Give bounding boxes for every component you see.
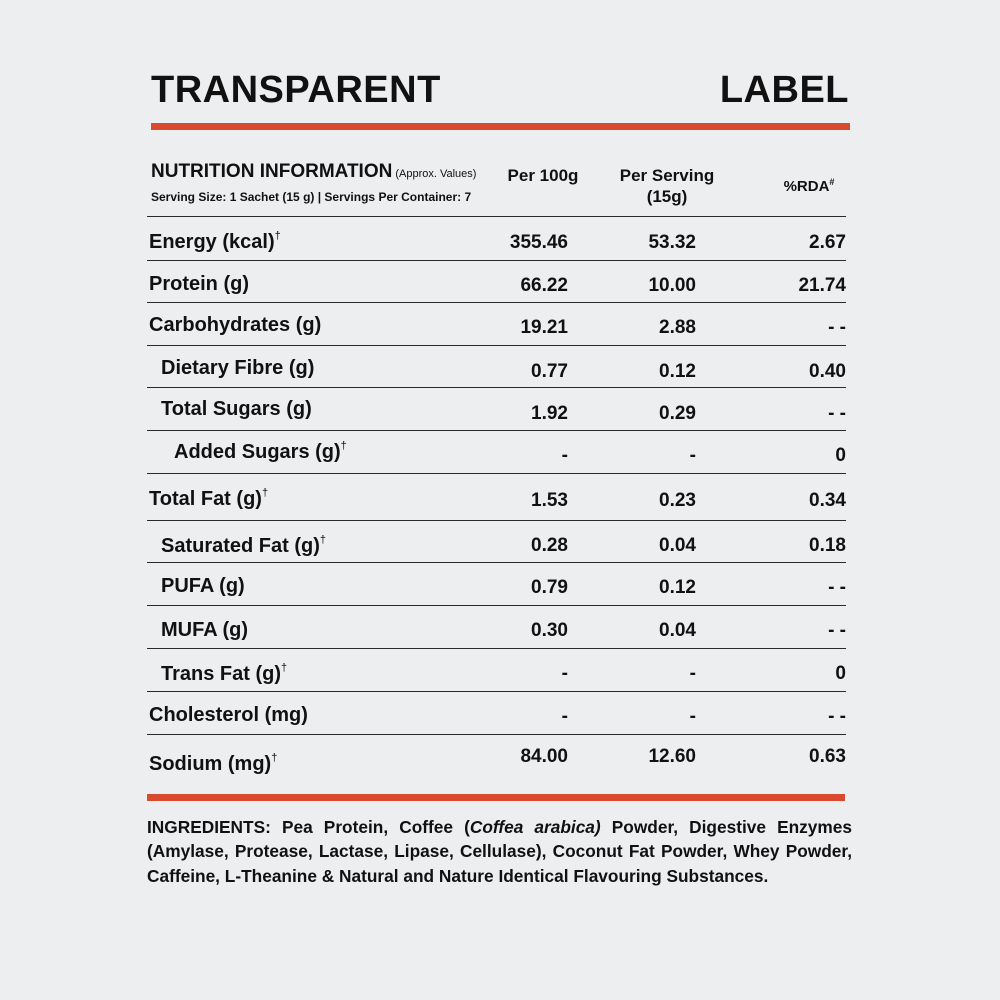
nutrition-table [147,216,846,796]
value-per-serving: 10.00 [648,275,696,296]
table-row [147,260,846,302]
nutrient-name-text: Sodium (mg) [149,753,272,775]
nutrient-name-text: Dietary Fibre (g) [161,357,315,379]
col-header-per-serving [608,165,726,207]
nutrient-name [174,440,347,464]
col-header-per-serving-line1: Per Serving [619,166,715,185]
table-row [147,562,846,605]
nutrient-name [149,704,308,727]
table-row [147,387,846,430]
value-per-100g: 0.28 [531,535,568,556]
value-per-serving: 0.23 [659,490,696,511]
value-rda: - - [828,403,846,424]
value-rda: 0.63 [809,746,846,767]
value-rda: 0.18 [809,535,846,556]
nutrient-name-text: Cholesterol (mg) [149,704,308,726]
approx-values-note: (Approx. Values) [395,168,477,180]
value-rda: 21.74 [798,275,846,296]
nutrient-name-text: Carbohydrates (g) [149,314,322,336]
value-per-serving: 0.29 [659,403,696,424]
value-per-serving: 12.60 [648,746,696,767]
table-row [147,430,846,473]
dagger-mark: † [340,440,347,452]
ingredients-block [147,815,852,888]
value-per-serving: 0.12 [659,361,696,382]
nutrient-name [149,230,281,254]
value-per-100g: 84.00 [520,746,568,767]
nutrient-name-text: MUFA (g) [161,619,249,641]
nutrient-name-text: Saturated Fat (g) [161,535,320,557]
table-row [147,302,846,345]
table-row [147,216,846,260]
col-header-rda-mark: # [829,177,835,187]
ingredients-text-before: Pea Protein, Coffee ( [281,817,470,837]
nutrient-name-text: Total Sugars (g) [161,398,312,420]
value-rda: - - [828,577,846,598]
value-rda: 0 [835,445,846,466]
nutrition-heading [151,161,476,183]
nutrient-name-text: PUFA (g) [161,575,245,597]
value-rda: - - [828,620,846,641]
col-header-per-serving-line2: (15g) [646,187,688,206]
nutrient-name [161,575,245,598]
dagger-mark: † [261,487,269,499]
value-per-100g: - [561,445,568,466]
value-per-serving: - [689,445,696,466]
value-per-100g: 66.22 [520,275,568,296]
value-per-serving: 2.88 [659,317,696,338]
value-per-100g: - [561,706,568,727]
nutrient-name [149,487,268,511]
table-row [147,691,846,734]
nutrition-heading-text: NUTRITION INFORMATION [151,161,393,182]
nutrient-name [161,357,314,380]
dagger-mark: † [281,662,288,674]
col-header-per-100g: Per 100g [507,166,579,185]
nutrient-name-text: Protein (g) [149,273,249,295]
nutrient-name [161,534,326,558]
value-per-100g: - [561,663,568,684]
value-per-serving: - [689,706,696,727]
table-row [147,345,846,387]
value-per-serving: 53.32 [648,232,696,253]
nutrient-name-text: Trans Fat (g) [161,663,282,685]
col-header-rda-text: %RDA [783,178,830,195]
nutrient-name [161,398,312,421]
brand-title-left: TRANSPARENT [151,69,441,111]
value-rda: 0.34 [809,490,846,511]
value-per-100g: 19.21 [520,317,568,338]
nutrient-name-text: Total Fat (g) [149,488,262,510]
dagger-mark: † [319,534,327,546]
value-rda: - - [828,706,846,727]
value-per-serving: 0.04 [659,620,696,641]
nutrient-name [161,619,248,642]
value-rda: 0 [835,663,846,684]
table-row [147,520,846,562]
nutrient-name [149,314,321,337]
serving-info: Serving Size: 1 Sachet (15 g) | Servings Per Container: 7 [151,190,472,204]
top-accent-bar [151,123,850,130]
table-row [147,473,846,520]
value-per-100g: 0.77 [531,361,568,382]
nutrient-name [149,273,249,296]
value-per-100g: 0.79 [531,577,568,598]
table-row [147,648,846,691]
value-per-100g: 1.92 [531,403,568,424]
dagger-mark: † [271,752,278,764]
value-per-100g: 355.46 [509,232,568,253]
nutrient-name-text: Added Sugars (g) [174,441,341,463]
nutrient-name [161,662,287,686]
dagger-mark: † [274,230,281,242]
nutrient-name-text: Energy (kcal) [149,231,275,253]
value-rda: 2.67 [809,232,846,253]
ingredients-text-after: Powder, Digestive Enzymes (Amylase, Protease, Lactase, Lipase, Cellulase), Coconut Fat Powder, Whey Powder, Caffeine, L-Theanine & Natural and Nature Identical Flavouring Substances. [147,817,852,886]
ingredients-italic-species: Coffea arabica) [469,817,601,837]
bottom-accent-bar [147,794,845,801]
value-per-serving: 0.12 [659,577,696,598]
table-row [147,605,846,648]
col-header-rda [770,172,848,197]
value-per-100g: 0.30 [531,620,568,641]
ingredients-label: INGREDIENTS: [147,817,271,837]
value-per-100g: 1.53 [531,490,568,511]
value-per-serving: - [689,663,696,684]
value-rda: 0.40 [809,361,846,382]
value-rda: - - [828,317,846,338]
value-per-serving: 0.04 [659,535,696,556]
nutrient-name [149,752,277,776]
brand-title-right: LABEL [719,69,849,111]
table-row [147,734,846,796]
